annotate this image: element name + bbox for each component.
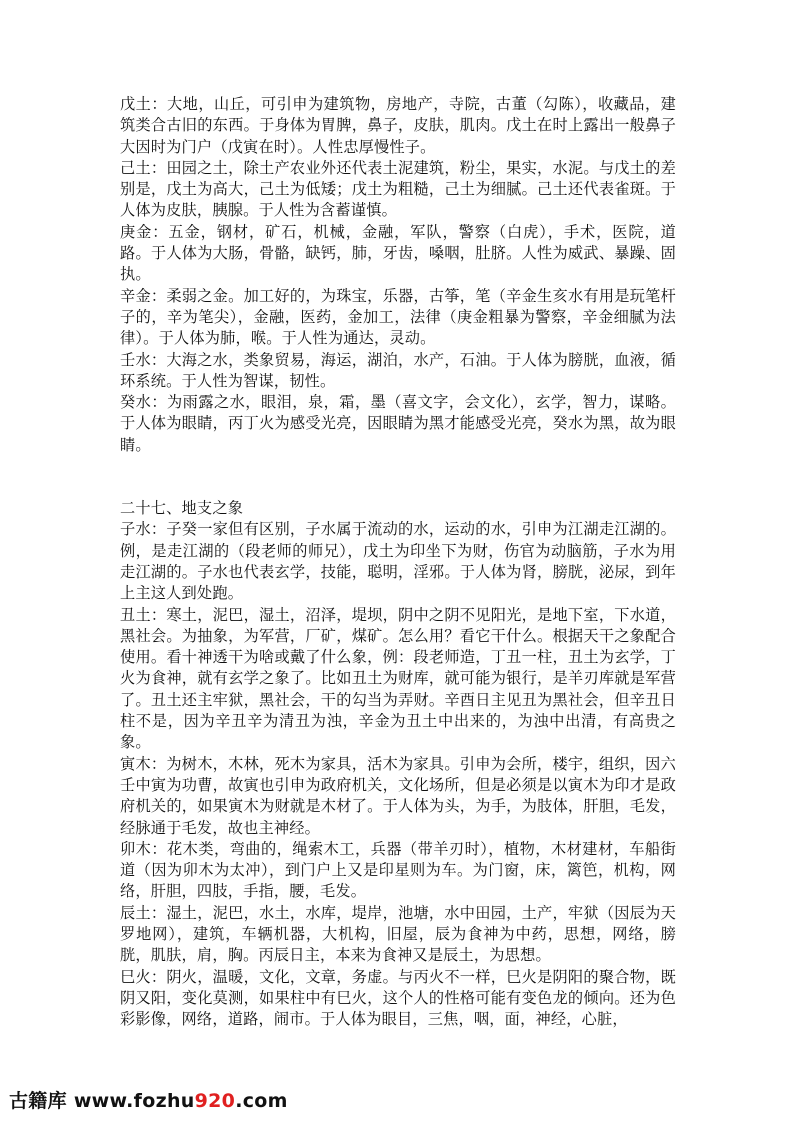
section-gap [120, 456, 676, 498]
paragraph-ren-water: 壬水：大海之水，类象贸易，海运，湖泊，水产，石油。于人体为膀胱，血液，循环系统。于人性为智谋，韧性。 [120, 350, 676, 390]
document-body [120, 94, 676, 1030]
paragraph-chen-earth: 辰土：湿土，泥巴，水土，水库，堤岸，池塘，水中田园，土产，牢狱（因辰为天罗地网），建筑，车辆机器，大机构，旧屋，辰为食神为中药，思想，网络，膀胱，肌肤，肩，胸。丙辰日主，本来为食神又是辰土，为思想。 [120, 903, 676, 965]
watermark-brand: 古籍库 [9, 1090, 67, 1112]
paragraph-ji-earth: 己土：田园之土，除土产农业外还代表土泥建筑，粉尘，果实，水泥。与戊土的差别是，戊土为高大，己土为低矮；戊土为粗糙，己土为细腻。己土还代表雀斑。于人体为皮肤，胰腺。于人性为含蓄谨慎。 [120, 158, 676, 220]
paragraph-mao-wood: 卯木：花木类，弯曲的，绳索木工，兵器（带羊刃时），植物，木材建材，车船街道（因为卯木为太冲），到门户上又是印星则为车。为门窗，床，篱笆，机构，网络，肝胆，四肢，手指，腰，毛发。 [120, 839, 676, 901]
paragraph-yin-wood: 寅木：为树木，木林，死木为家具，活木为家具。引申为会所，楼宇，组织，因六壬中寅为功曹，故寅也引申为政府机关，文化场所，但是必须是以寅木为印才是政府机关的，如果寅木为财就是木材了。于人体为头，为手，为肢体，肝胆，毛发，经脉通于毛发，故也主神经。 [120, 754, 676, 837]
paragraph-si-fire: 巳火：阴火，温暖，文化，文章，务虚。与丙火不一样，巳火是阴阳的聚合物，既阴又阳，变化莫测，如果柱中有巳火，这个人的性格可能有变色龙的倾向。还为色彩影像，网络，道路，闹市。于人体为眼目，三焦，咽，面，神经，心脏， [120, 967, 676, 1029]
watermark-url-suffix: .com [235, 1090, 288, 1112]
watermark-url-number: 920 [194, 1090, 236, 1112]
paragraph-chou-earth: 丑土：寒土，泥巴，湿土，沼泽，堤坝，阴中之阴不见阳光，是地下室，下水道，黑社会。为抽象，为军营，厂矿，煤矿。怎么用？看它干什么。根据天干之象配合使用。看十神透干为啥或戴了什么象，例：段老师造，丁丑一柱，丑土为玄学，丁火为食神，就有玄学之象了。比如丑土为财库，就可能为银行，是羊刃库就是军营了。丑土还主牢狱，黑社会，干的勾当为弄财。辛酉日主见丑为黑社会，但辛丑日柱不是，因为辛丑辛为清丑为浊，辛金为丑土中出来的，为浊中出清，有高贵之象。 [120, 605, 676, 752]
paragraph-gui-water: 癸水：为雨露之水，眼泪，泉，霜，墨（喜文字，会文化），玄学，智力，谋略。于人体为眼睛，丙丁火为感受光亮，因眼睛为黑才能感受光亮，癸水为黑，故为眼睛。 [120, 393, 676, 454]
paragraph-geng-metal: 庚金：五金，钢材，矿石，机械，金融，军队，警察（白虎），手术，医院，道路。于人体为大肠，骨骼，缺钙，肺，牙齿，嗓咽，肚脐。人性为威武、暴躁、固执。 [120, 222, 676, 284]
site-watermark [9, 1086, 288, 1113]
watermark-url-prefix: www.fozhu [66, 1090, 195, 1112]
section-heading: 二十七、地支之象 [120, 499, 244, 518]
paragraph-zi-water: 子水：子癸一家但有区别，子水属于流动的水，运动的水，引申为江湖走江湖的。例，是走江湖的（段老师的师兄），戊土为印坐下为财，伤官为动脑筋，子水为用走江湖的。子水也代表玄学，技能，聪明，淫邪。于人体为肾，膀胱，泌尿，到年上主这人到处跑。 [120, 520, 676, 603]
paragraph-wu-earth: 戊土：大地，山丘，可引申为建筑物，房地产，寺院，古董（勾陈），收藏品，建筑类合古旧的东西。于身体为胃脾，鼻子，皮肤，肌肉。戊土在时上露出一般鼻子大因时为门户（戊寅在时）。人性忠厚慢性子。 [120, 95, 676, 156]
paragraph-xin-metal: 辛金：柔弱之金。加工好的，为珠宝，乐器，古筝，笔（辛金生亥水有用是玩笔杆子的，辛为笔尖），金融，医药，金加工，法律（庚金粗暴为警察，辛金细腻为法律）。于人体为肺，喉。于人性为通达，灵动。 [120, 286, 676, 348]
